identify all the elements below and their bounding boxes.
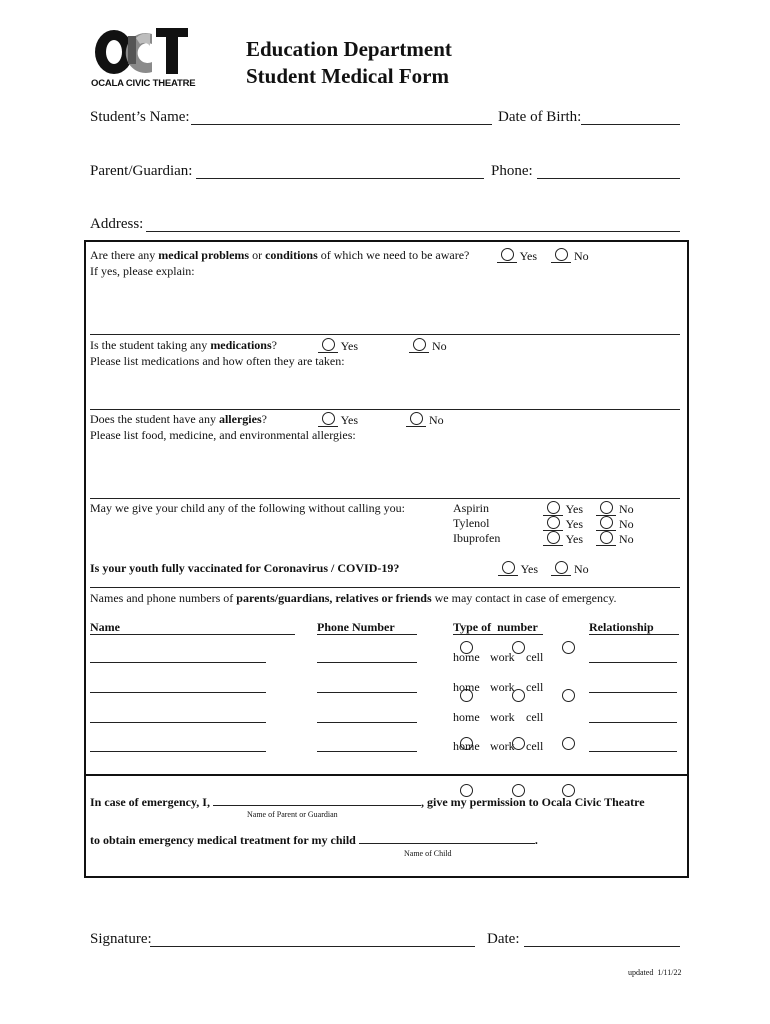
ibuprofen-no-label: No xyxy=(619,532,634,546)
aspirin-no-radio[interactable] xyxy=(596,501,616,516)
student-name-field[interactable] xyxy=(191,124,492,125)
radio-circle-icon xyxy=(547,531,560,544)
medical-explain-label: If yes, please explain: xyxy=(90,264,195,278)
allergies-yes-radio[interactable] xyxy=(318,412,338,427)
contact-name-field[interactable] xyxy=(90,662,266,663)
radio-circle-icon xyxy=(547,501,560,514)
contact-name-field[interactable] xyxy=(90,751,266,752)
contact-relationship-field[interactable] xyxy=(589,692,677,693)
col-header-type-text: Type of number xyxy=(453,620,538,634)
consent-line-1-pre: In case of emergency, I, xyxy=(90,795,213,809)
medical-no-option[interactable] xyxy=(551,248,589,264)
phone-field[interactable] xyxy=(537,178,680,179)
page-title xyxy=(246,36,452,90)
ocala-civic-theatre-logo xyxy=(90,28,196,90)
contacts-intro-bold: parents/guardians, relatives or friends xyxy=(236,591,432,605)
radio-circle-icon xyxy=(600,501,613,514)
type-home-label: home xyxy=(453,680,480,694)
signature-label: Signature: xyxy=(90,931,152,947)
medications-q-bold: medications xyxy=(210,338,272,352)
type-work-label: work xyxy=(490,710,515,724)
aspirin-yes-label: Yes xyxy=(565,502,584,516)
tylenol-no-radio[interactable] xyxy=(596,516,616,531)
radio-circle-icon xyxy=(502,561,515,574)
col-header-relationship-text: Relationship xyxy=(589,620,654,634)
updated-note: updated 1/11/22 xyxy=(628,968,682,977)
divider xyxy=(90,498,680,499)
ibuprofen-no-radio[interactable] xyxy=(596,531,616,546)
col-header-phone-text: Phone Number xyxy=(317,620,395,634)
divider xyxy=(90,334,680,335)
medications-no-label: No xyxy=(432,339,447,353)
type-cell-label: cell xyxy=(526,710,544,724)
contact-name-field[interactable] xyxy=(90,722,266,723)
consent-sub-1: Name of Parent or Guardian xyxy=(247,810,338,819)
cell-radio-icon[interactable] xyxy=(562,689,575,702)
student-name-label: Student’s Name: xyxy=(90,109,190,125)
covid-question-text: Is your youth fully vaccinated for Coronavirus / COVID-19? xyxy=(90,561,400,575)
tylenol-yes-option[interactable] xyxy=(543,516,583,532)
medications-sub-label: Please list medications and how often they are taken: xyxy=(90,354,345,368)
type-home-label: home xyxy=(453,739,480,753)
cell-radio-icon[interactable] xyxy=(562,737,575,750)
medical-no-radio[interactable] xyxy=(551,248,571,263)
type-cell-label: cell xyxy=(526,650,544,664)
radio-circle-icon xyxy=(555,248,568,261)
type-home-label: home xyxy=(453,650,480,664)
covid-question xyxy=(90,561,399,576)
col-header-phone xyxy=(317,621,417,635)
tylenol-no-label: No xyxy=(619,517,634,531)
ibuprofen-yes-label: Yes xyxy=(565,532,584,546)
covid-no-option[interactable] xyxy=(551,561,589,577)
allergies-q-pre: Does the student have any xyxy=(90,412,219,426)
type-work-label: work xyxy=(490,739,515,753)
covid-yes-radio[interactable] xyxy=(498,561,518,576)
radio-circle-icon xyxy=(410,412,423,425)
tylenol-yes-label: Yes xyxy=(565,517,584,531)
consent-line-1-post: , give my permission to Ocala Civic Theatre xyxy=(420,795,645,809)
col-header-name xyxy=(90,621,295,635)
contacts-intro-pre: Names and phone numbers of xyxy=(90,591,237,605)
allergies-question xyxy=(90,412,267,427)
parent-label: Parent/Guardian: xyxy=(90,163,193,179)
tylenol-yes-radio[interactable] xyxy=(543,516,563,531)
aspirin-yes-radio[interactable] xyxy=(543,501,563,516)
signature-date-label: Date: xyxy=(487,931,520,947)
allergies-yes-label: Yes xyxy=(340,413,359,427)
address-field[interactable] xyxy=(146,231,680,232)
contacts-intro-post: we may contact in case of emergency. xyxy=(431,591,617,605)
type-home-label: home xyxy=(453,710,480,724)
covid-yes-option[interactable] xyxy=(498,561,538,577)
medical-question xyxy=(90,248,469,263)
medications-yes-label: Yes xyxy=(340,339,359,353)
allergies-no-option[interactable] xyxy=(406,412,444,428)
allergies-q-post: ? xyxy=(261,412,267,426)
divider xyxy=(90,409,680,410)
medications-q-pre: Is the student taking any xyxy=(90,338,211,352)
contact-name-field[interactable] xyxy=(90,692,266,693)
allergies-yes-option[interactable] xyxy=(318,412,358,428)
medical-no-label: No xyxy=(574,249,589,263)
medical-q-bold-2: conditions xyxy=(265,248,318,262)
child-name-field[interactable] xyxy=(359,833,535,844)
contact-phone-field[interactable] xyxy=(317,692,417,693)
title-line-1: Education Department xyxy=(246,37,452,61)
consent-sub-2: Name of Child xyxy=(404,849,452,858)
allergies-no-label: No xyxy=(429,413,444,427)
ibuprofen-yes-radio[interactable] xyxy=(543,531,563,546)
otc-item-aspirin: Aspirin xyxy=(453,501,489,515)
allergies-no-radio[interactable] xyxy=(406,412,426,427)
medical-q-bold-1: medical problems xyxy=(158,248,250,262)
contact-relationship-field[interactable] xyxy=(589,662,677,663)
consent-line-2 xyxy=(90,833,538,848)
type-cell-label: cell xyxy=(526,739,544,753)
radio-circle-icon xyxy=(501,248,514,261)
dob-label: Date of Birth: xyxy=(498,109,582,125)
type-cell-label: cell xyxy=(526,680,544,694)
parent-name-field[interactable] xyxy=(213,795,421,806)
type-work-label: work xyxy=(490,650,515,664)
allergies-sub-label: Please list food, medicine, and environmental allergies: xyxy=(90,428,356,442)
signature-date-field[interactable] xyxy=(524,946,680,947)
col-header-type xyxy=(453,621,543,635)
covid-no-radio[interactable] xyxy=(551,561,571,576)
medical-yes-radio[interactable] xyxy=(497,248,517,263)
medications-no-option[interactable] xyxy=(409,338,447,354)
contact-relationship-field[interactable] xyxy=(589,722,677,723)
medical-yes-label: Yes xyxy=(519,249,538,263)
covid-no-label: No xyxy=(574,562,589,576)
col-header-name-text: Name xyxy=(90,620,120,634)
otc-item-ibuprofen: Ibuprofen xyxy=(453,531,501,545)
medical-q-mid: or xyxy=(249,248,266,262)
medications-yes-radio[interactable] xyxy=(318,338,338,353)
contact-phone-field[interactable] xyxy=(317,751,417,752)
medications-question xyxy=(90,338,277,353)
medications-yes-option[interactable] xyxy=(318,338,358,354)
medications-q-post: ? xyxy=(271,338,277,352)
title-line-2: Student Medical Form xyxy=(246,64,449,88)
radio-circle-icon xyxy=(547,516,560,529)
consent-line-2-post: . xyxy=(534,833,538,847)
aspirin-no-option[interactable] xyxy=(596,501,634,517)
radio-circle-icon xyxy=(322,412,335,425)
dob-field[interactable] xyxy=(581,124,680,125)
allergies-q-bold: allergies xyxy=(218,412,262,426)
parent-field[interactable] xyxy=(196,178,484,179)
logo-text: OCALA CIVIC THEATRE xyxy=(91,78,196,89)
ibuprofen-no-option[interactable] xyxy=(596,531,634,547)
aspirin-no-label: No xyxy=(619,502,634,516)
otc-item-tylenol: Tylenol xyxy=(453,516,490,530)
divider xyxy=(90,587,680,588)
contact-phone-field[interactable] xyxy=(317,722,417,723)
address-label: Address: xyxy=(90,216,144,232)
radio-circle-icon xyxy=(600,531,613,544)
consent-line-2-pre: to obtain emergency medical treatment for my child xyxy=(90,833,359,847)
radio-circle-icon xyxy=(600,516,613,529)
medical-q-post: of which we need to be aware? xyxy=(317,248,470,262)
cell-radio-icon[interactable] xyxy=(562,641,575,654)
ibuprofen-yes-option[interactable] xyxy=(543,531,583,547)
contact-relationship-field[interactable] xyxy=(589,751,677,752)
col-header-relationship xyxy=(589,621,679,635)
radio-circle-icon xyxy=(413,338,426,351)
radio-circle-icon xyxy=(322,338,335,351)
medical-q-pre: Are there any xyxy=(90,248,159,262)
medical-yes-option[interactable] xyxy=(497,248,537,264)
tylenol-no-option[interactable] xyxy=(596,516,634,532)
aspirin-yes-option[interactable] xyxy=(543,501,583,517)
phone-label: Phone: xyxy=(491,163,533,179)
contact-phone-field[interactable] xyxy=(317,662,417,663)
contacts-intro xyxy=(90,591,617,606)
signature-field[interactable] xyxy=(150,946,475,947)
radio-circle-icon xyxy=(555,561,568,574)
type-work-label: work xyxy=(490,680,515,694)
consent-line-1 xyxy=(90,795,645,810)
otc-question: May we give your child any of the following without calling you: xyxy=(90,501,405,515)
consent-box xyxy=(84,774,689,878)
medications-no-radio[interactable] xyxy=(409,338,429,353)
covid-yes-label: Yes xyxy=(520,562,539,576)
